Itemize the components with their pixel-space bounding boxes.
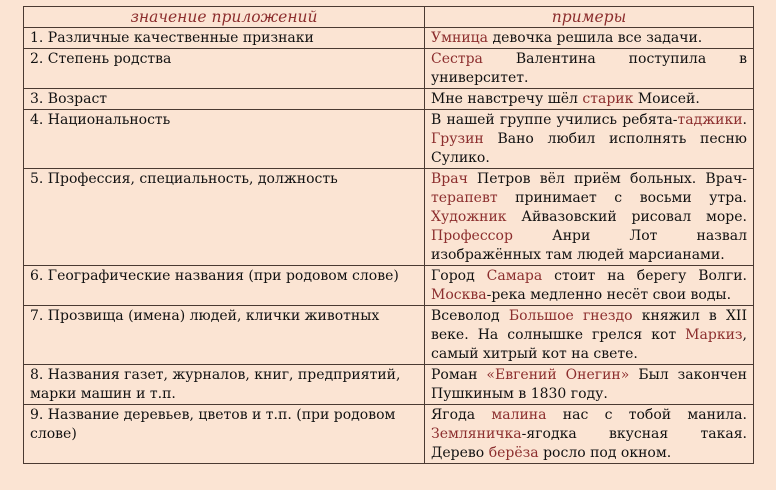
highlighted-apposition: Грузин [431,131,484,147]
meaning-cell: 5. Профессия, специальность, должность [24,169,425,266]
table-row [24,110,754,169]
highlighted-apposition: Врач [431,171,468,187]
table-row [24,306,754,365]
appositions-table [23,6,754,464]
meaning-cell: 6. Географические названия (при родовом слове) [24,266,425,306]
meaning-cell: 3. Возраст [24,89,425,110]
highlighted-apposition: Маркиз [685,327,743,343]
highlighted-apposition: Умница [431,30,489,46]
highlighted-apposition: «Евгений Онегин» [486,367,630,383]
example-text: стоит на берегу Волги. [542,268,747,284]
table-row [24,266,754,306]
highlighted-apposition: Большое гнездо [508,308,633,324]
highlighted-apposition: Земляничка [431,426,522,442]
table-row [24,28,754,49]
example-text: . [742,112,747,128]
example-text: Моисей. [633,91,700,107]
example-text: принимает с восьми утра. [497,190,747,206]
table-row [24,405,754,464]
example-cell [425,110,754,169]
example-text: Айвазовский рисовал море. [506,209,747,225]
example-text: Валентина поступила в университет. [431,51,747,86]
example-text: девочка решила все задачи. [488,30,703,46]
example-text: Анри Лот назвал изображённых там людей марсианами. [431,228,747,263]
highlighted-apposition: Сестра [431,51,483,67]
table-row [24,49,754,89]
example-cell [425,169,754,266]
table-row [24,169,754,266]
table-row [24,89,754,110]
highlighted-apposition: Москва [431,287,487,303]
meaning-cell: 4. Национальность [24,110,425,169]
example-text: нас с тобой манила. [546,407,747,423]
highlighted-apposition: малина [491,407,547,423]
highlighted-apposition: Профессор [431,228,513,244]
meaning-cell: 8. Названия газет, журналов, книг, предприятий, марки машин и т.п. [24,365,425,405]
highlighted-apposition: терапевт [431,190,498,206]
highlighted-apposition: берёза [488,445,539,461]
example-text: -река медленно несёт свои воды. [486,287,732,303]
highlighted-apposition: старик [582,91,634,107]
example-text: Был закончен Пушкиным в 1830 году. [431,367,747,402]
meaning-cell: 2. Степень родства [24,49,425,89]
example-cell [425,405,754,464]
meaning-cell: 9. Название деревьев, цветов и т.п. (при родовом слове) [24,405,425,464]
example-text: Город [431,268,487,284]
example-text: , самый хитрый кот на свете. [431,327,747,362]
header-row [24,7,754,28]
example-cell [425,266,754,306]
table-body [24,28,754,464]
example-text: В нашей группе учились ребята- [431,112,678,128]
highlighted-apposition: Самара [486,268,543,284]
example-text: Ягода [431,407,492,423]
example-text: Вано любил исполнять песню Сулико. [431,131,747,166]
meaning-cell: 1. Различные качественные признаки [24,28,425,49]
example-text: росло под окном. [538,445,672,461]
example-text: Мне навстречу шёл [431,91,583,107]
highlighted-apposition: Художник [431,209,507,225]
example-text: Всеволод [431,308,509,324]
example-cell [425,89,754,110]
highlighted-apposition: таджики [677,112,743,128]
example-text: княжил в XII веке. На солнышке грелся кот [431,308,747,343]
meaning-cell: 7. Прозвища (имена) людей, клички животных [24,306,425,365]
example-cell [425,306,754,365]
example-text: Роман [431,367,487,383]
header-examples: примеры [425,7,754,28]
example-cell [425,28,754,49]
table-row [24,365,754,405]
example-cell [425,49,754,89]
example-cell [425,365,754,405]
example-text: -ягодка вкусная такая. Дерево [431,426,747,461]
example-text: Петров вёл приём больных. Врач- [467,171,747,187]
header-meaning: значение приложений [24,7,425,28]
